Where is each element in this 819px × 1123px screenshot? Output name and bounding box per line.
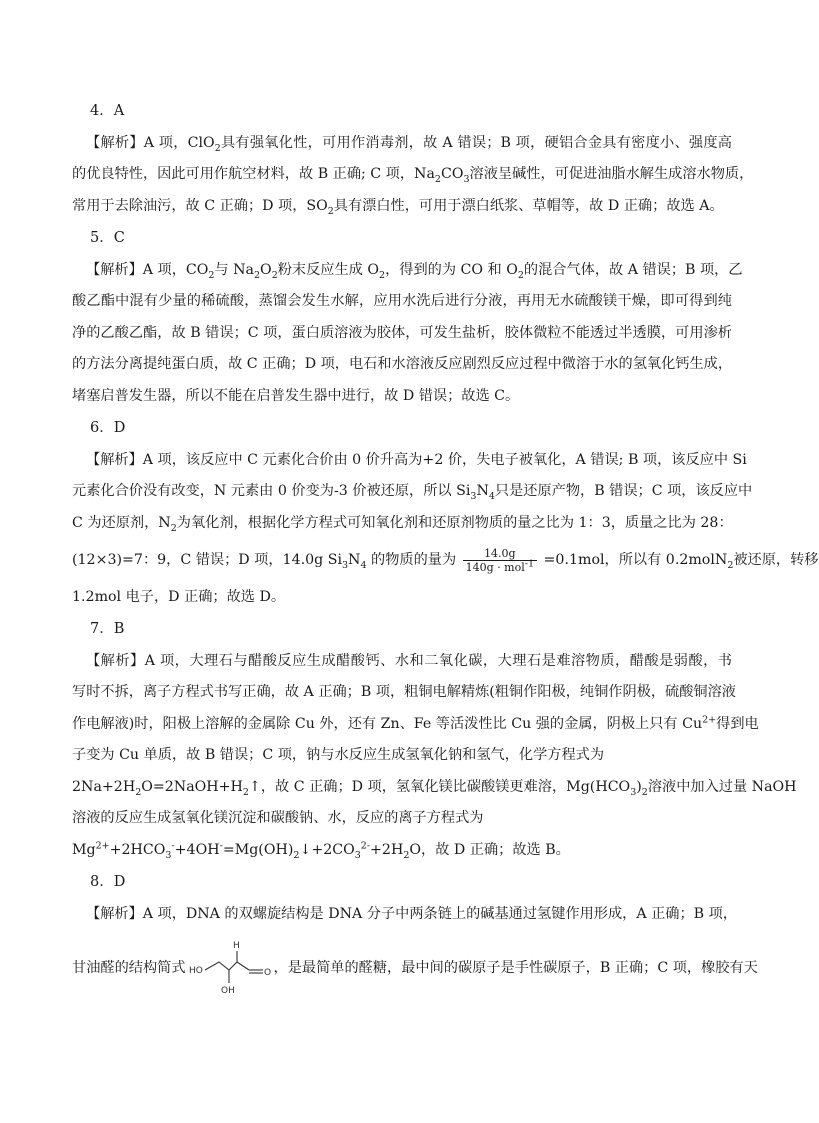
glyceraldehyde-structure bbox=[189, 940, 271, 996]
answer-6-line-2: 元素化合价没有改变，N 元素由 0 价变为-3 价被还原，所以 $Si_3N_4$只是还原产物，B 错误；C 项，该反应中 bbox=[72, 483, 753, 502]
answer-6-line-4 bbox=[72, 544, 819, 576]
answer-7-line-5: $2Na+2H_2O=2NaOH+H_2↑$，故 C 正确；D 项，氢氧化镁比碳酸镁更难溶，$Mg(HCO_3)_2$溶液中加入过量 NaOH bbox=[72, 779, 797, 798]
answer-5-line-1: 【解析】A 项，$CO_2$与 $Na_2O_2$粉末反应生成 $O_2$，得到的为 CO 和 $O_2$的混合气体，故 A 错误；B 项，乙 bbox=[86, 262, 743, 281]
answer-6-line-1: 【解析】A 项，该反应中 C 元素化合价由 0 价升高为+2 价，失电子被氧化，A 错误; B 项，该反应中 Si bbox=[86, 452, 747, 468]
answer-5-line-3: 净的乙酸乙酯，故 B 错误；C 项，蛋白质溶液为胶体，可发生盐析，胶体微粒不能透过半透膜，可用渗析 bbox=[72, 325, 732, 341]
answer-7-line-6: 溶液的反应生成氢氧化镁沉淀和碳酸钠、水，反应的离子方程式为 bbox=[72, 810, 484, 826]
answer-7-line-3: 作电解液)时，阳极上溶解的金属除 Cu 外，还有 Zn、Fe 等活泼性比 Cu 强的金属，阴极上只有 $Cu^{2+}$得到电 bbox=[72, 714, 759, 732]
mol-label-oh: OH bbox=[220, 986, 235, 996]
molar-fraction bbox=[463, 547, 537, 574]
answer-5-number: 5．C bbox=[90, 230, 125, 246]
answer-5-line-2: 酸乙酯中混有少量的稀硫酸，蒸馏会发生水解，应用水洗后进行分液，再用无水硫酸镁干燥，即可得到纯 bbox=[72, 293, 732, 309]
answer-8-line-1: 【解析】A 项，DNA 的双螺旋结构是 DNA 分子中两条链上的碱基通过氢键作用形成，A 正确；B 项， bbox=[86, 906, 737, 922]
answer-7-line-4: 子变为 Cu 单质，故 B 错误；C 项，钠与水反应生成氢氧化钠和氢气，化学方程式为 bbox=[72, 747, 605, 763]
answer-6-line-3: C 为还原剂，$N_2$为氧化剂，根据化学方程式可知氧化剂和还原剂物质的量之比为 1：3，质量之比为 28： bbox=[72, 515, 733, 534]
answer-6-line-4-post: =0.1mol，所以有 0.2molN$_2$被还原，转移 bbox=[543, 552, 819, 571]
fraction-numerator: 14.0g bbox=[463, 547, 537, 561]
answer-7-number: 7．B bbox=[90, 621, 125, 637]
fraction-denominator: 140g · mol$^{-1}$ bbox=[465, 557, 535, 574]
answer-4-line-2: 的优良特性，因此可用作航空材料，故 B 正确; C 项，$Na_2CO_3$溶液呈碱性，可促进油脂水解生成溶水物质， bbox=[72, 166, 754, 185]
answer-4-number: 4．A bbox=[90, 103, 125, 119]
answer-5-line-4: 的方法分离提纯蛋白质，故 C 正确；D 项，电石和水溶液反应剧烈反应过程中微溶于水的氢氧化钙生成， bbox=[72, 356, 733, 372]
mol-label-ho: HO bbox=[188, 966, 203, 976]
answer-4-line-3: 常用于去除油污，故 C 正确；D 项，$SO_2$具有漂白性，可用于漂白纸浆、草帽等，故 D 正确；故选 A。 bbox=[72, 198, 724, 217]
answer-8-line-2-pre: 甘油醛的结构简式 bbox=[72, 960, 186, 976]
answer-7-line-7: $Mg^{2+}+2HCO_3^-+4OH^-=Mg(OH)_2↓+2CO_3^{2-}+2H_2O$，故 D 正确；故选 B。 bbox=[72, 840, 570, 861]
answer-8-line-2 bbox=[72, 938, 758, 998]
answer-4-line-1: 【解析】A 项，ClO$_2$具有强氧化性，可用作消毒剂，故 A 错误；B 项，硬铝合金具有密度小、强度高 bbox=[86, 135, 732, 154]
answer-6-number: 6．D bbox=[90, 420, 126, 436]
svg-text:O: O bbox=[263, 968, 271, 978]
answer-8-number: 8．D bbox=[90, 874, 126, 890]
answer-6-line-4-pre: (12×3)=7：9，C 错误；D 项，14.0g $Si_3N_4$ 的物质的量为 bbox=[72, 552, 457, 571]
mol-label-h: H bbox=[232, 941, 240, 951]
answer-8-line-2-post: ，是最简单的醛糖，最中间的碳原子是手性碳原子，B 正确；C 项，橡胶有天 bbox=[273, 960, 758, 976]
answer-6-line-5: 1.2mol 电子，D 正确；故选 D。 bbox=[72, 589, 286, 605]
answer-5-line-5: 堵塞启普发生器，所以不能在启普发生器中进行，故 D 错误；故选 C。 bbox=[72, 388, 520, 404]
answer-7-line-2: 写时不拆，离子方程式书写正确，故 A 正确；B 项，粗铜电解精炼(粗铜作阳极，纯铜作阴极，硫酸铜溶液 bbox=[72, 684, 736, 700]
answer-7-line-1: 【解析】A 项，大理石与醋酸反应生成醋酸钙、水和二氧化碳，大理石是难溶物质，醋酸是弱酸，书 bbox=[86, 653, 732, 669]
